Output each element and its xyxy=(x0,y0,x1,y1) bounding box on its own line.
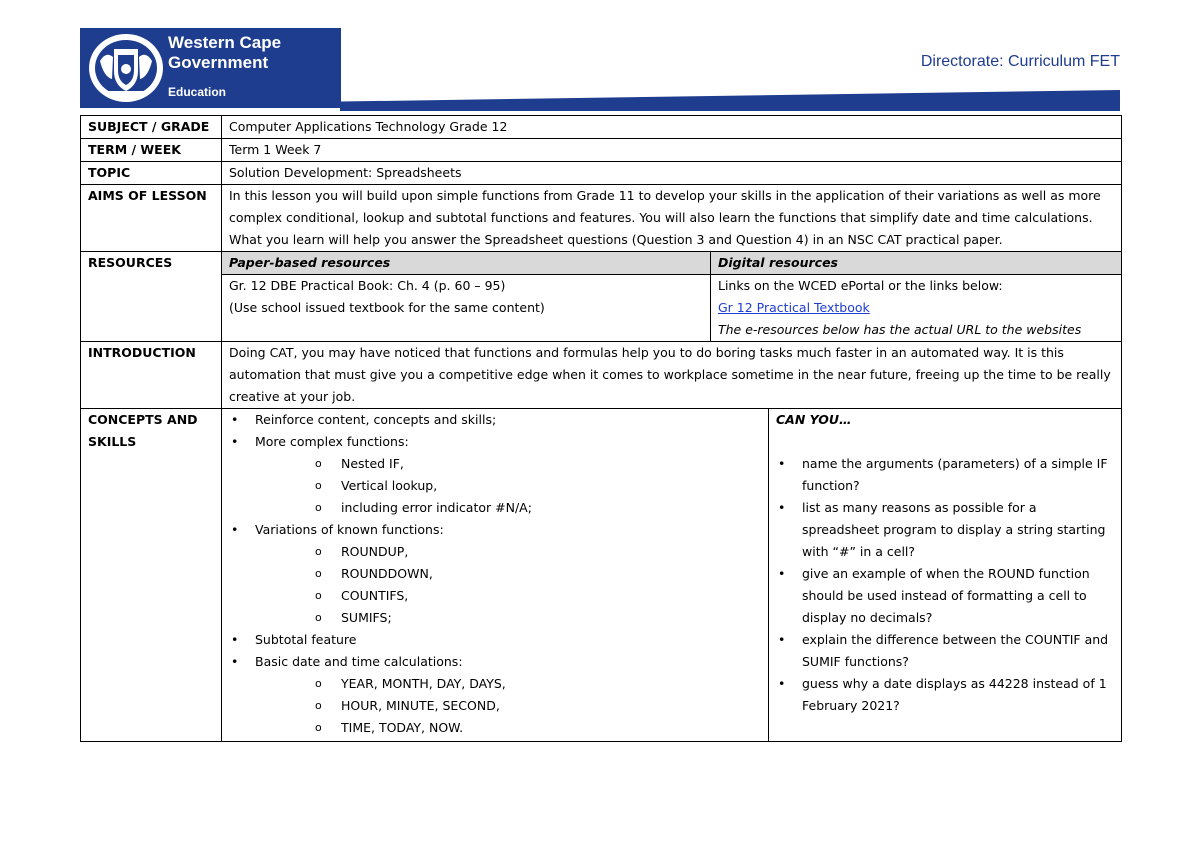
can-you-item: • give an example of when the ROUND function should be used instead of formatting a cell to display no decimals? xyxy=(776,563,1114,629)
logo-text-education: Education xyxy=(168,85,227,99)
digital-resources-heading: Digital resources xyxy=(711,252,1122,275)
label-concepts-line1: CONCEPTS AND xyxy=(88,412,198,427)
concept-subitem: o Nested IF, xyxy=(255,453,761,475)
digital-resource-note: The e-resources below has the actual URL to the websites xyxy=(718,322,1082,337)
concept-sublist xyxy=(255,453,761,519)
label-aims: AIMS OF LESSON xyxy=(81,185,222,252)
can-you-item: • list as many reasons as possible for a spreadsheet program to display a string starting with “#” in a cell? xyxy=(776,497,1114,563)
concept-item: • Reinforce content, concepts and skills; xyxy=(229,409,761,431)
row-resources-heading xyxy=(81,252,1122,275)
logo-text-government: Government xyxy=(168,53,269,72)
concept-subitem: o TIME, TODAY, NOW. xyxy=(255,717,761,739)
label-resources: RESOURCES xyxy=(81,252,222,342)
row-topic xyxy=(81,162,1122,185)
row-concepts xyxy=(81,409,1122,742)
paper-resources-cell xyxy=(222,275,711,342)
practical-textbook-link[interactable]: Gr 12 Practical Textbook xyxy=(718,300,870,315)
can-you-item: • explain the difference between the COUNTIF and SUMIF functions? xyxy=(776,629,1114,673)
value-introduction: Doing CAT, you may have noticed that functions and formulas help you to do boring tasks much faster in an automated way. It is this automation that must give you a competitive edge when it comes to workplace sometime in the near future, freeing up the time to be really creative at your job. xyxy=(222,342,1122,409)
logo-text-western-cape: Western Cape xyxy=(168,33,282,52)
digital-resources-cell xyxy=(711,275,1122,342)
wcg-logo xyxy=(80,28,341,108)
label-subject-grade: SUBJECT / GRADE xyxy=(81,116,222,139)
concept-item xyxy=(229,431,761,519)
coat-of-arms-icon xyxy=(86,31,166,105)
value-aims: In this lesson you will build upon simple functions from Grade 11 to develop your skills in the application of their variations as well as more complex conditional, lookup and subtotal functions and features. You will also learn the functions that simplify date and time calculations. What you learn will help you answer the Spreadsheet questions (Question 3 and Question 4) in an NSC CAT practical paper. xyxy=(222,185,1122,252)
can-you-cell xyxy=(769,409,1122,742)
can-you-heading: CAN YOU… xyxy=(776,412,852,427)
row-subject xyxy=(81,116,1122,139)
concept-item-label: More complex functions: xyxy=(255,434,409,449)
header-divider-bar xyxy=(340,90,1120,111)
concept-sublist xyxy=(255,541,761,629)
label-term-week: TERM / WEEK xyxy=(81,139,222,162)
row-aims xyxy=(81,185,1122,252)
can-you-item: • guess why a date displays as 44228 instead of 1 February 2021? xyxy=(776,673,1114,717)
concept-subitem: o ROUNDDOWN, xyxy=(255,563,761,585)
concept-sublist xyxy=(255,673,761,739)
label-concepts xyxy=(81,409,222,742)
value-term-week: Term 1 Week 7 xyxy=(222,139,1122,162)
concept-item-label: Variations of known functions: xyxy=(255,522,444,537)
concept-subitem: o SUMIFS; xyxy=(255,607,761,629)
concept-subitem: o ROUNDUP, xyxy=(255,541,761,563)
can-you-item: • name the arguments (parameters) of a simple IF function? xyxy=(776,453,1114,497)
row-term xyxy=(81,139,1122,162)
row-introduction xyxy=(81,342,1122,409)
concept-subitem: o YEAR, MONTH, DAY, DAYS, xyxy=(255,673,761,695)
label-topic: TOPIC xyxy=(81,162,222,185)
paper-resource-book: Gr. 12 DBE Practical Book: Ch. 4 (p. 60 – 95) xyxy=(229,278,506,293)
label-concepts-line2: SKILLS xyxy=(88,434,137,449)
digital-resource-intro: Links on the WCED ePortal or the links below: xyxy=(718,278,1003,293)
lesson-plan-table xyxy=(80,115,1122,742)
row-resources-content xyxy=(81,275,1122,342)
label-introduction: INTRODUCTION xyxy=(81,342,222,409)
concept-subitem: o HOUR, MINUTE, SECOND, xyxy=(255,695,761,717)
concepts-list-cell xyxy=(222,409,769,742)
concepts-list xyxy=(229,409,761,739)
concept-subitem: o COUNTIFS, xyxy=(255,585,761,607)
concept-item-label: Basic date and time calculations: xyxy=(255,654,463,669)
concept-item xyxy=(229,651,761,739)
concept-item: • Subtotal feature xyxy=(229,629,761,651)
concept-item xyxy=(229,519,761,629)
concept-subitem: o including error indicator #N/A; xyxy=(255,497,761,519)
value-subject-grade: Computer Applications Technology Grade 12 xyxy=(222,116,1122,139)
concept-subitem: o Vertical lookup, xyxy=(255,475,761,497)
value-topic: Solution Development: Spreadsheets xyxy=(222,162,1122,185)
directorate-title: Directorate: Curriculum FET xyxy=(920,53,1120,70)
paper-resource-note: (Use school issued textbook for the same content) xyxy=(229,300,545,315)
paper-resources-heading: Paper-based resources xyxy=(222,252,711,275)
can-you-list xyxy=(776,453,1114,717)
